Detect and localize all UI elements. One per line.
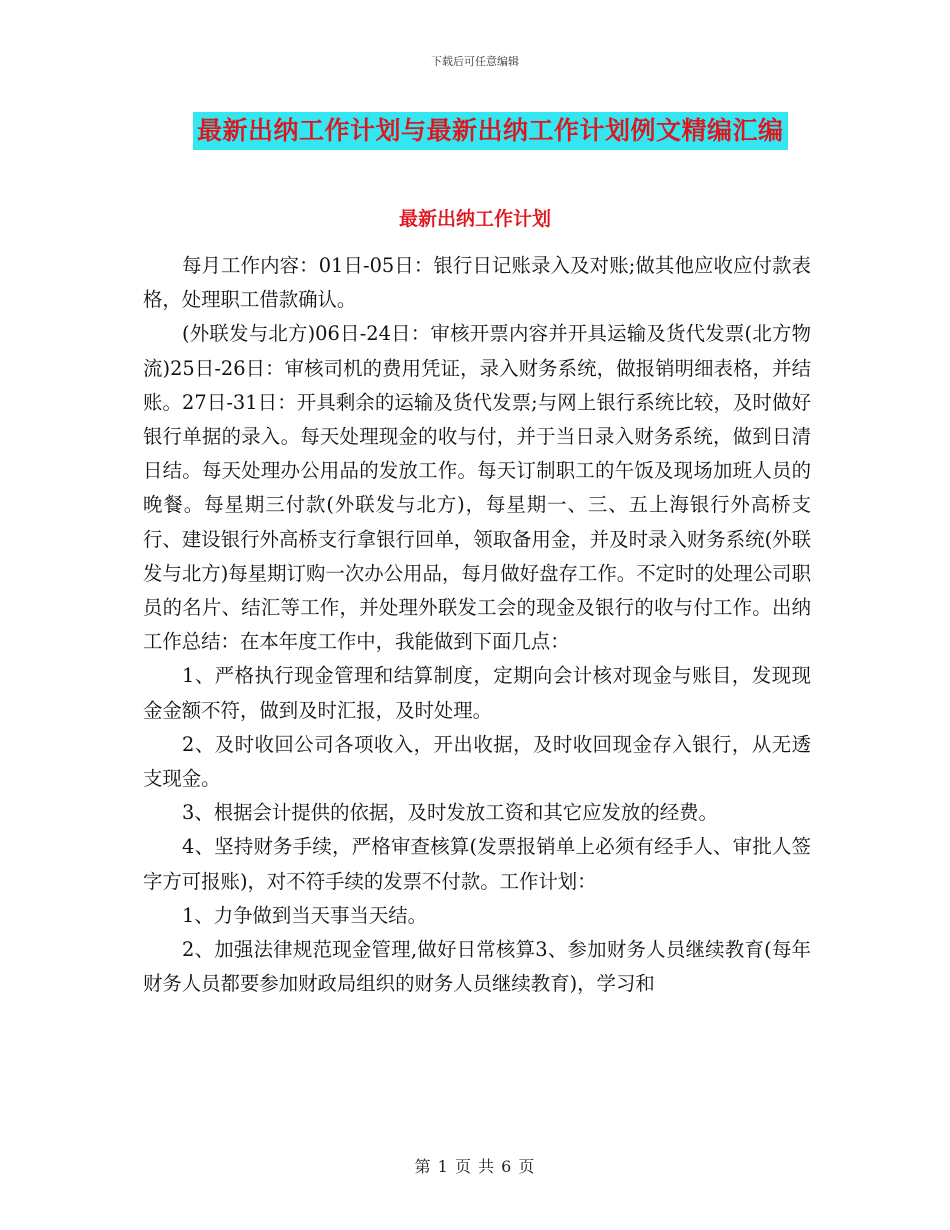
paragraph: 每月工作内容：01日-05日：银行日记账录入及对账;做其他应收应付款表格，处理职工借款确认。 bbox=[143, 254, 811, 312]
paragraph: (外联发与北方)06日-24日：审核开票内容并开具运输及货代发票(北方物流)25日-26日：审核司机的费用凭证，录入财务系统，做报销明细表格，并结账。27日-31日：开具剩余的运输及货代发票;与网上银行系统比较，及时做好银行单据的录入。每天处理现金的收与付，并于当日录入财务系统，做到日清日结。每天处理办公用品的发放工作。每天订制职工的午饭及现场加班人员的晚餐。每星期三付款(外联发与北方)，每星期一、三、五上海银行外高桥支行、建设银行外高桥支行拿银行回单，领取备用金，并及时录入财务系统(外联发与北方)每星期订购一次办公用品，每月做好盘存工作。不定时的处理公司职员的名片、结汇等工作，并处理外联发工会的现金及银行的收与付工作。出纳工作总结：在本年度工作中，我能做到下面几点： bbox=[143, 322, 811, 654]
page-number-footer: 第 1 页 共 6 页 bbox=[414, 1157, 536, 1176]
document-body bbox=[143, 249, 811, 1001]
paragraph: 1、力争做到当天事当天结。 bbox=[182, 903, 428, 927]
paragraph: 3、根据会计提供的依据，及时发放工资和其它应发放的经费。 bbox=[182, 801, 718, 825]
page-header-note: 下载后可任意编辑 bbox=[431, 55, 519, 68]
paragraph: 2、加强法律规范现金管理,做好日常核算3、参加财务人员继续教育(每年财务人员都要参加财政局组织的财务人员继续教育)，学习和 bbox=[143, 938, 811, 996]
paragraph: 4、坚持财务手续，严格审查核算(发票报销单上必须有经手人、审批人签字方可报账)，对不符手续的发票不付款。工作计划： bbox=[143, 835, 811, 893]
document-title: 最新出纳工作计划与最新出纳工作计划例文精编汇编 bbox=[193, 112, 788, 150]
paragraph: 1、严格执行现金管理和结算制度，定期向会计核对现金与账目，发现现金金额不符，做到及时汇报，及时处理。 bbox=[143, 664, 811, 722]
section-title: 最新出纳工作计划 bbox=[398, 208, 551, 230]
paragraph: 2、及时收回公司各项收入，开出收据，及时收回现金存入银行，从无透支现金。 bbox=[143, 732, 811, 791]
